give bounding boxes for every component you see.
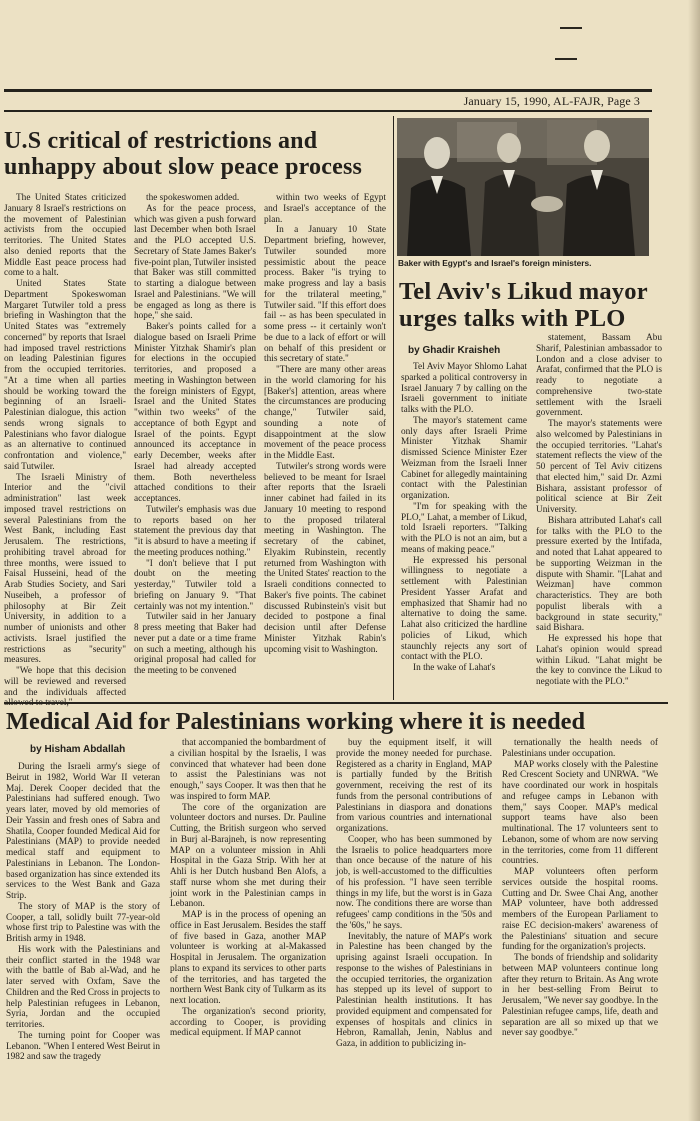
paragraph: During the Israeli army's siege of Beirut in 1982, World War II veteran Maj. Derek Cooper decided that the Palestinians had suffered enough. Two years later, moved by old memories of Deir Yassin and fresh ones of Sabra and Shatila, Cooper founded Medical Aid for Palestinians (MAP) to provide needed medical staff and equipment to Palestinians in Lebanon. The London-based organization has since extended its services to the West Bank and Gaza Strip. [6, 762, 160, 901]
story1-column-2 [134, 193, 256, 700]
section-rule [4, 702, 668, 704]
paragraph: In the wake of Lahat's [413, 663, 496, 673]
paragraph: Tutwiler said in her January 8 press meeting that Baker had never put a date or a time frame on such a meeting, although his original proposal had called for the meeting to be convened [134, 612, 256, 676]
paragraph: Tel Aviv Mayor Shlomo Lahat sparked a political controversy in Israel January 7 by calling on the Israeli government to initiate talks with the PLO. [401, 362, 527, 415]
paragraph: Bishara attributed Lahat's call for talks with the PLO to the pressure exerted by the Intifada, and noted that Lahat appeared to be supporting Weizman in the dispute with Shamir. "[Lahat and Weizman] have common characteristics. They are both populist liberals with a background in state security," said Bishara. [536, 515, 662, 634]
paragraph: within two weeks of Egypt and Israel's acceptance of the plan. [264, 193, 386, 225]
crop-mark [560, 27, 582, 29]
story2-byline: by Ghadir Kraisheh [408, 345, 501, 356]
paragraph: Tutwiler's strong words were believed to be meant for Israel after reports that the Israeli inner cabinet had failed in its January 10 meeting to respond to the proposed trilateral meeting in Washington. The secretary of the cabinet, Elyakim Rubinstein, recently returned from Washington with the United States' reaction to the Israeli conditions connected to Baker's five points. The cabinet discussed Rubinstein's visit but decided to postpone a final decision until after Defense Minister Yitzhak Rabin's upcoming visit to Washington. [264, 461, 386, 655]
story1-column-3 [264, 193, 386, 700]
story2-headline: Tel Aviv's Likud mayor urges talks with PLO [399, 278, 648, 332]
paragraph: United States State Department Spokeswoman Margaret Tutwiler told a press briefing in Washington that the United States was "extremely concerned" by reports that Israel had imposed travel restrictions on leading Palestinian figures from the occupied territories. "At a time when all parties should be working toward the beginning of an Israeli-Palestinian dialogue, this action sends wrong signals to Palestinians who favor dialogue as an alternative to continued confrontation and violence," said Tutwiler. [4, 279, 126, 472]
paragraph: the spokeswomen added. [146, 193, 240, 203]
paragraph: The mayor's statement came only days after Israeli Prime Minister Yitzhak Shamir dismissed Science Minister Ezer Weizman from the Israeli Inner Cabinet for allegedly maintaining contact with the Palestinian organization. [401, 415, 527, 501]
paragraph: "I don't believe that I put doubt on the meeting yesterday," Tutwiler told a briefing on January 9. "That certainly was not my intention." [134, 558, 256, 612]
page-edge-shadow [688, 0, 700, 1121]
paragraph: Cooper, who has been summoned by the Israelis to police headquarters more than once because of the nature of his job, is well-accustomed to the difficulties of his profession. "I have seen terrible things in my life, but the worst is in Gaza now. The conditions there are worse than refugees' camp conditions in the '50s and the '60s," he says. [336, 834, 492, 931]
story3-column-4 [502, 738, 658, 1062]
story2-column-1 [401, 362, 527, 700]
paragraph: In a January 10 State Department briefing, however, Tutwiler sounded more pessimistic about the peace process. Baker "is trying to make progress and lay a basis for the trilateral meeting," Tutwiler said. "If this effort does fail -- as has been speculated in some press -- it certainly won't be due to a lack of effort or will on behalf of this president or this secretary of state." [264, 225, 386, 365]
paragraph: ternationally the health needs of Palestinians under occupation. [502, 738, 658, 759]
news-photo [397, 118, 649, 256]
paragraph: The organization's second priority, according to Cooper, is providing medical equipment. If MAP cannot [170, 1006, 326, 1039]
paragraph: Inevitably, the nature of MAP's work in Palestine has been changed by the uprising against Israeli occupation. In response to the wishes of Palestinians in the occupied territories, the organization has stepped up its level of support to Palestinian health institutions. It has provided equipment and compensated for expenses of hospitals and clinics in Hebron, Ramallah, Jenin, Nablus and Gaza, in addition to publicizing in- [336, 931, 492, 1049]
photo-caption: Baker with Egypt's and Israel's foreign ministers. [398, 258, 592, 268]
paragraph: The core of the organization are volunteer doctors and nurses. Dr. Pauline Cutting, the British surgeon who served in Burj al-Barajneh, is now representing MAP on a volunteer mission in Ahli Hospital in the Gaza Strip. With her at Ahli is her Dutch husband Ben Alofs, a staff nurse whom she met during their joint work in the Palestinian camps in Lebanon. [170, 802, 326, 910]
paragraph: Baker's points called for a dialogue based on Israeli Prime Minister Yitzhak Shamir's plan for elections in the occupied territories, and proposed a meeting in Washington between the foreign ministers of Egypt, Israel and the United States "within two weeks" of the acceptance of both Egypt and Israel of the points. Egypt announced its acceptance in early December, weeks after Israel had already accepted them. Both nevertheless attached conditions to their acceptances. [134, 322, 256, 504]
paragraph: His work with the Palestinians and their conflict started in the 1948 war with the battle of Bab al-Wad, and he later served with Oxfam, Save the Children and the Red Cross in projects to help Palestinian refugees in Lebanon, Syria, Jordan and the occupied territories. [6, 944, 160, 1030]
masthead-rule [4, 89, 652, 92]
column-divider [393, 116, 394, 700]
paragraph: "I'm for speaking with the PLO," Lahat, a member of Likud, told Israeli reporters. "Talking with the PLO is not an aim, but a means of making peace." [401, 501, 527, 555]
story1-headline: U.S critical of restrictions and unhappy about slow peace process [4, 128, 363, 180]
paragraph: He expressed his hope that Lahat's opinion would spread within Likud. "Lahat might be the key to convince the Likud to negotiate with the PLO." [536, 634, 662, 687]
paragraph: MAP volunteers often perform services outside the hospital rooms. Cutting and Dr. Swee Chai Ang, another MAP volunteer, have both addressed members of the European Parliament to raise EC decision-makers' awareness of the Palestinians' situation and secure funding for the organization's projects. [502, 867, 658, 953]
story1-column-1 [4, 193, 126, 700]
crop-mark [555, 58, 577, 60]
paragraph: "There are many other areas in the world clamoring for his [Baker's] attention, areas where the circumstances are producing change," Tutwiler said, sounding a note of disappointment at the slow movement of the peace process in the Middle East. [264, 365, 386, 461]
paragraph: The Israeli Ministry of Interior and the "civil administration" last week imposed travel restrictions on several Palestinians from the West Bank, including East Jerusalem. The restrictions, prohibiting travel abroad for three months, were issued to Faisal Husseini, head of the Arab Studies Society, and Sari Nuseibeh, a professor of philosophy at Bir Zeit University, in addition to a number of unionists and other activists. Israel justified the restrictions as "security" measures. [4, 472, 126, 666]
story3-column-1 [6, 762, 160, 1062]
story3-byline: by Hisham Abdallah [30, 744, 126, 755]
paragraph: that accompanied the bombardment of a civilian hospital by the Israelis, I was convinced that whatever had been done to assist the Palestinians was not enough," says Cooper. It was then that he was inspired to form MAP. [170, 738, 326, 802]
photo-illustration [397, 118, 649, 256]
paragraph: MAP works closely with the Palestine Red Crescent Society and UNRWA. "We have coordinated our work in hospitals and refugee camps in Lebanon with them," says Cooper. MAP's medical support teams have also been multinational. The 17 volunteers sent to Lebanon, some of whom are now serving in the territories, come from 11 different countries. [502, 759, 658, 867]
paragraph: The turning point for Cooper was Lebanon. "When I entered West Beirut in 1982 and saw the tragedy [6, 1030, 160, 1063]
paragraph: statement, Bassam Abu Sharif, Palestinian ambassador to London and a close adviser to Arafat, confirmed that the PLO is ready to negotiate a comprehensive two-state settlement with the Israeli government. [536, 333, 662, 419]
page-folio: January 15, 1990, AL-FAJR, Page 3 [463, 94, 640, 108]
story3-column-2 [170, 738, 326, 1062]
story2-column-2 [536, 333, 662, 700]
folio-rule [4, 110, 652, 112]
paragraph: The United States criticized January 8 Israel's restrictions on the movement of Palestinian activists from the occupied territories. The United States also denied reports that the Middle East peace process had come to a halt. [4, 193, 126, 279]
paragraph: MAP is in the process of opening an office in East Jerusalem. Besides the staff of five based in Gaza, another MAP volunteer is working at al-Makassed Hospital in Jerusalem. The organization plans to expand its services to other parts of the territories, and has targeted the northern West Bank city of Tulkarm as its next location. [170, 910, 326, 1006]
paragraph: The mayor's statements were also welcomed by Palestinians in the occupied territories. "Lahat's statement reflects the view of the 50 percent of Tel Aviv citizens that elected him," said Dr. Azmi Bishara, assistant professor of political science at Bir Zeit University. [536, 419, 662, 515]
paragraph: He expressed his personal willingness to negotiate a settlement with Palestinian President Yasser Arafat and emphasized that Shamir had no alternative to doing the same. Lahat also criticized the hardline policies of Likud, which staunchly rejects any sort of contact with the PLO. [401, 555, 527, 663]
paragraph: The bonds of friendship and solidarity between MAP volunteers continue long after they return to Britain. As Ang wrote in her best-selling From Beirut to Jerusalem, "We never say goodbye. In the Palestinian refugee camps, life, death and separation are all so mixed up that we never say goodbye." [502, 953, 658, 1039]
paragraph: As for the peace process, which was given a push forward last December when both Israel and the PLO accepted U.S. Secretary of State James Baker's five-point plan, Tutwiler insisted that Baker was still committed to starting a dialogue between Israel and Palestinians. "We will be engaged as long as there is hope," she said. [134, 203, 256, 322]
paragraph: "We hope that this decision will be reviewed and reversed and the individuals affected [4, 666, 126, 698]
story3-column-3 [336, 738, 492, 1062]
paragraph: Tutwiler's emphasis was due to reports based on her statement the previous day that "it is absurd to have a meeting if the meeting produces nothing." [134, 504, 256, 558]
story3-headline: Medical Aid for Palestinians working where it is needed [6, 708, 586, 735]
paragraph: buy the equipment itself, it will provide the money needed for purchase. Registered as a charity in England, MAP is partially funded by the British government, receiving the rest of its funds from the personal contributions of Palestinians in diaspora and donations from various countries and international organizations. [336, 738, 492, 834]
paragraph: The story of MAP is the story of Cooper, a tall, solidly built 77-year-old whose first trip to Palestine was with the British army in 1948. [6, 901, 160, 944]
